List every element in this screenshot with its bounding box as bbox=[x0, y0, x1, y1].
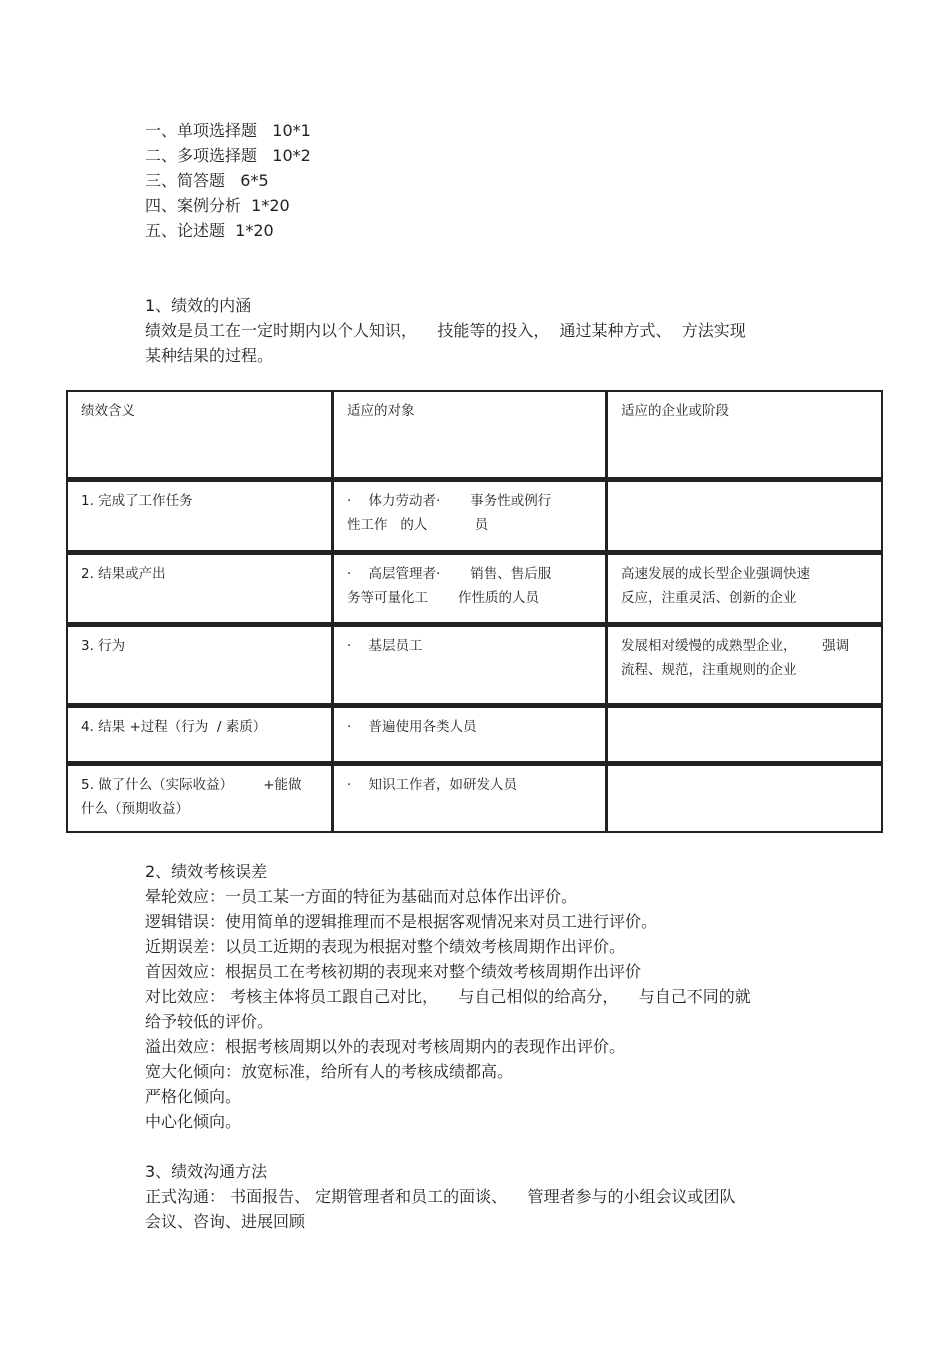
question-type-item: 二、多项选择题 10*2 bbox=[145, 146, 311, 165]
table-cell bbox=[607, 479, 883, 552]
question-type-item: 三、简答题 6*5 bbox=[145, 171, 269, 190]
paragraph-line: 正式沟通： 书面报告、 定期管理者和员工的面谈、 管理者参与的小组会议或团队 bbox=[145, 1187, 736, 1206]
paragraph-line: 会议、咨询、进展回顾 bbox=[145, 1212, 306, 1231]
table-row bbox=[66, 705, 883, 763]
table-cell: · 高层管理者· 销售、售后服 务等可量化工 作性质的人员 bbox=[333, 552, 607, 624]
paragraph-line: 对比效应： 考核主体将员工跟自己对比， 与自己相似的给高分， 与自己不同的就 bbox=[145, 987, 751, 1006]
table-row bbox=[66, 479, 883, 552]
question-type-item: 四、案例分析 1*20 bbox=[145, 196, 290, 215]
table-header-cell: 绩效含义 bbox=[66, 390, 333, 479]
performance-meaning-table bbox=[66, 390, 883, 833]
table-cell: · 普遍使用各类人员 bbox=[333, 705, 607, 763]
paragraph-line: 溢出效应：根据考核周期以外的表现对考核周期内的表现作出评价。 bbox=[145, 1037, 626, 1056]
table-row bbox=[66, 624, 883, 705]
table-cell: 发展相对缓慢的成熟型企业， 强调 流程、规范，注重规则的企业 bbox=[607, 624, 883, 705]
paragraph-line: 中心化倾向。 bbox=[145, 1112, 242, 1131]
table-cell: 5. 做了什么（实际收益） +能做 什么（预期收益） bbox=[66, 763, 333, 833]
table-cell: 1. 完成了工作任务 bbox=[66, 479, 333, 552]
table-header-cell: 适应的对象 bbox=[333, 390, 607, 479]
paragraph-line: 首因效应：根据员工在考核初期的表现来对整个绩效考核周期作出评价 bbox=[145, 962, 642, 981]
table-cell bbox=[607, 705, 883, 763]
table-cell: 4. 结果 +过程（行为 / 素质） bbox=[66, 705, 333, 763]
table-cell: · 体力劳动者· 事务性或例行 性工作 的人 员 bbox=[333, 479, 607, 552]
paragraph-line: 近期误差：以员工近期的表现为根据对整个绩效考核周期作出评价。 bbox=[145, 937, 626, 956]
section-heading: 2、绩效考核误差 bbox=[145, 862, 268, 881]
paragraph-line: 宽大化倾向：放宽标准，给所有人的考核成绩都高。 bbox=[145, 1062, 514, 1081]
section-heading: 1、绩效的内涵 bbox=[145, 296, 252, 315]
table-cell: · 基层员工 bbox=[333, 624, 607, 705]
table-header-cell: 适应的企业或阶段 bbox=[607, 390, 883, 479]
paragraph-line: 某种结果的过程。 bbox=[145, 346, 274, 365]
section-heading: 3、绩效沟通方法 bbox=[145, 1162, 268, 1181]
table-cell bbox=[607, 763, 883, 833]
table-header-row bbox=[66, 390, 883, 479]
table-cell: 高速发展的成长型企业强调快速 反应，注重灵活、创新的企业 bbox=[607, 552, 883, 624]
paragraph-line: 给予较低的评价。 bbox=[145, 1012, 274, 1031]
question-type-item: 一、单项选择题 10*1 bbox=[145, 121, 311, 140]
table-cell: 2. 结果或产出 bbox=[66, 552, 333, 624]
table-cell: · 知识工作者，如研发人员 bbox=[333, 763, 607, 833]
paragraph-line: 严格化倾向。 bbox=[145, 1087, 242, 1106]
table-row bbox=[66, 552, 883, 624]
paragraph-line: 晕轮效应：一员工某一方面的特征为基础而对总体作出评价。 bbox=[145, 887, 578, 906]
table-cell: 3. 行为 bbox=[66, 624, 333, 705]
paragraph-line: 绩效是员工在一定时期内以个人知识， 技能等的投入， 通过某种方式、 方法实现 bbox=[145, 321, 746, 340]
paragraph-line: 逻辑错误：使用简单的逻辑推理而不是根据客观情况来对员工进行评价。 bbox=[145, 912, 658, 931]
question-type-item: 五、论述题 1*20 bbox=[145, 221, 274, 240]
table-row bbox=[66, 763, 883, 833]
